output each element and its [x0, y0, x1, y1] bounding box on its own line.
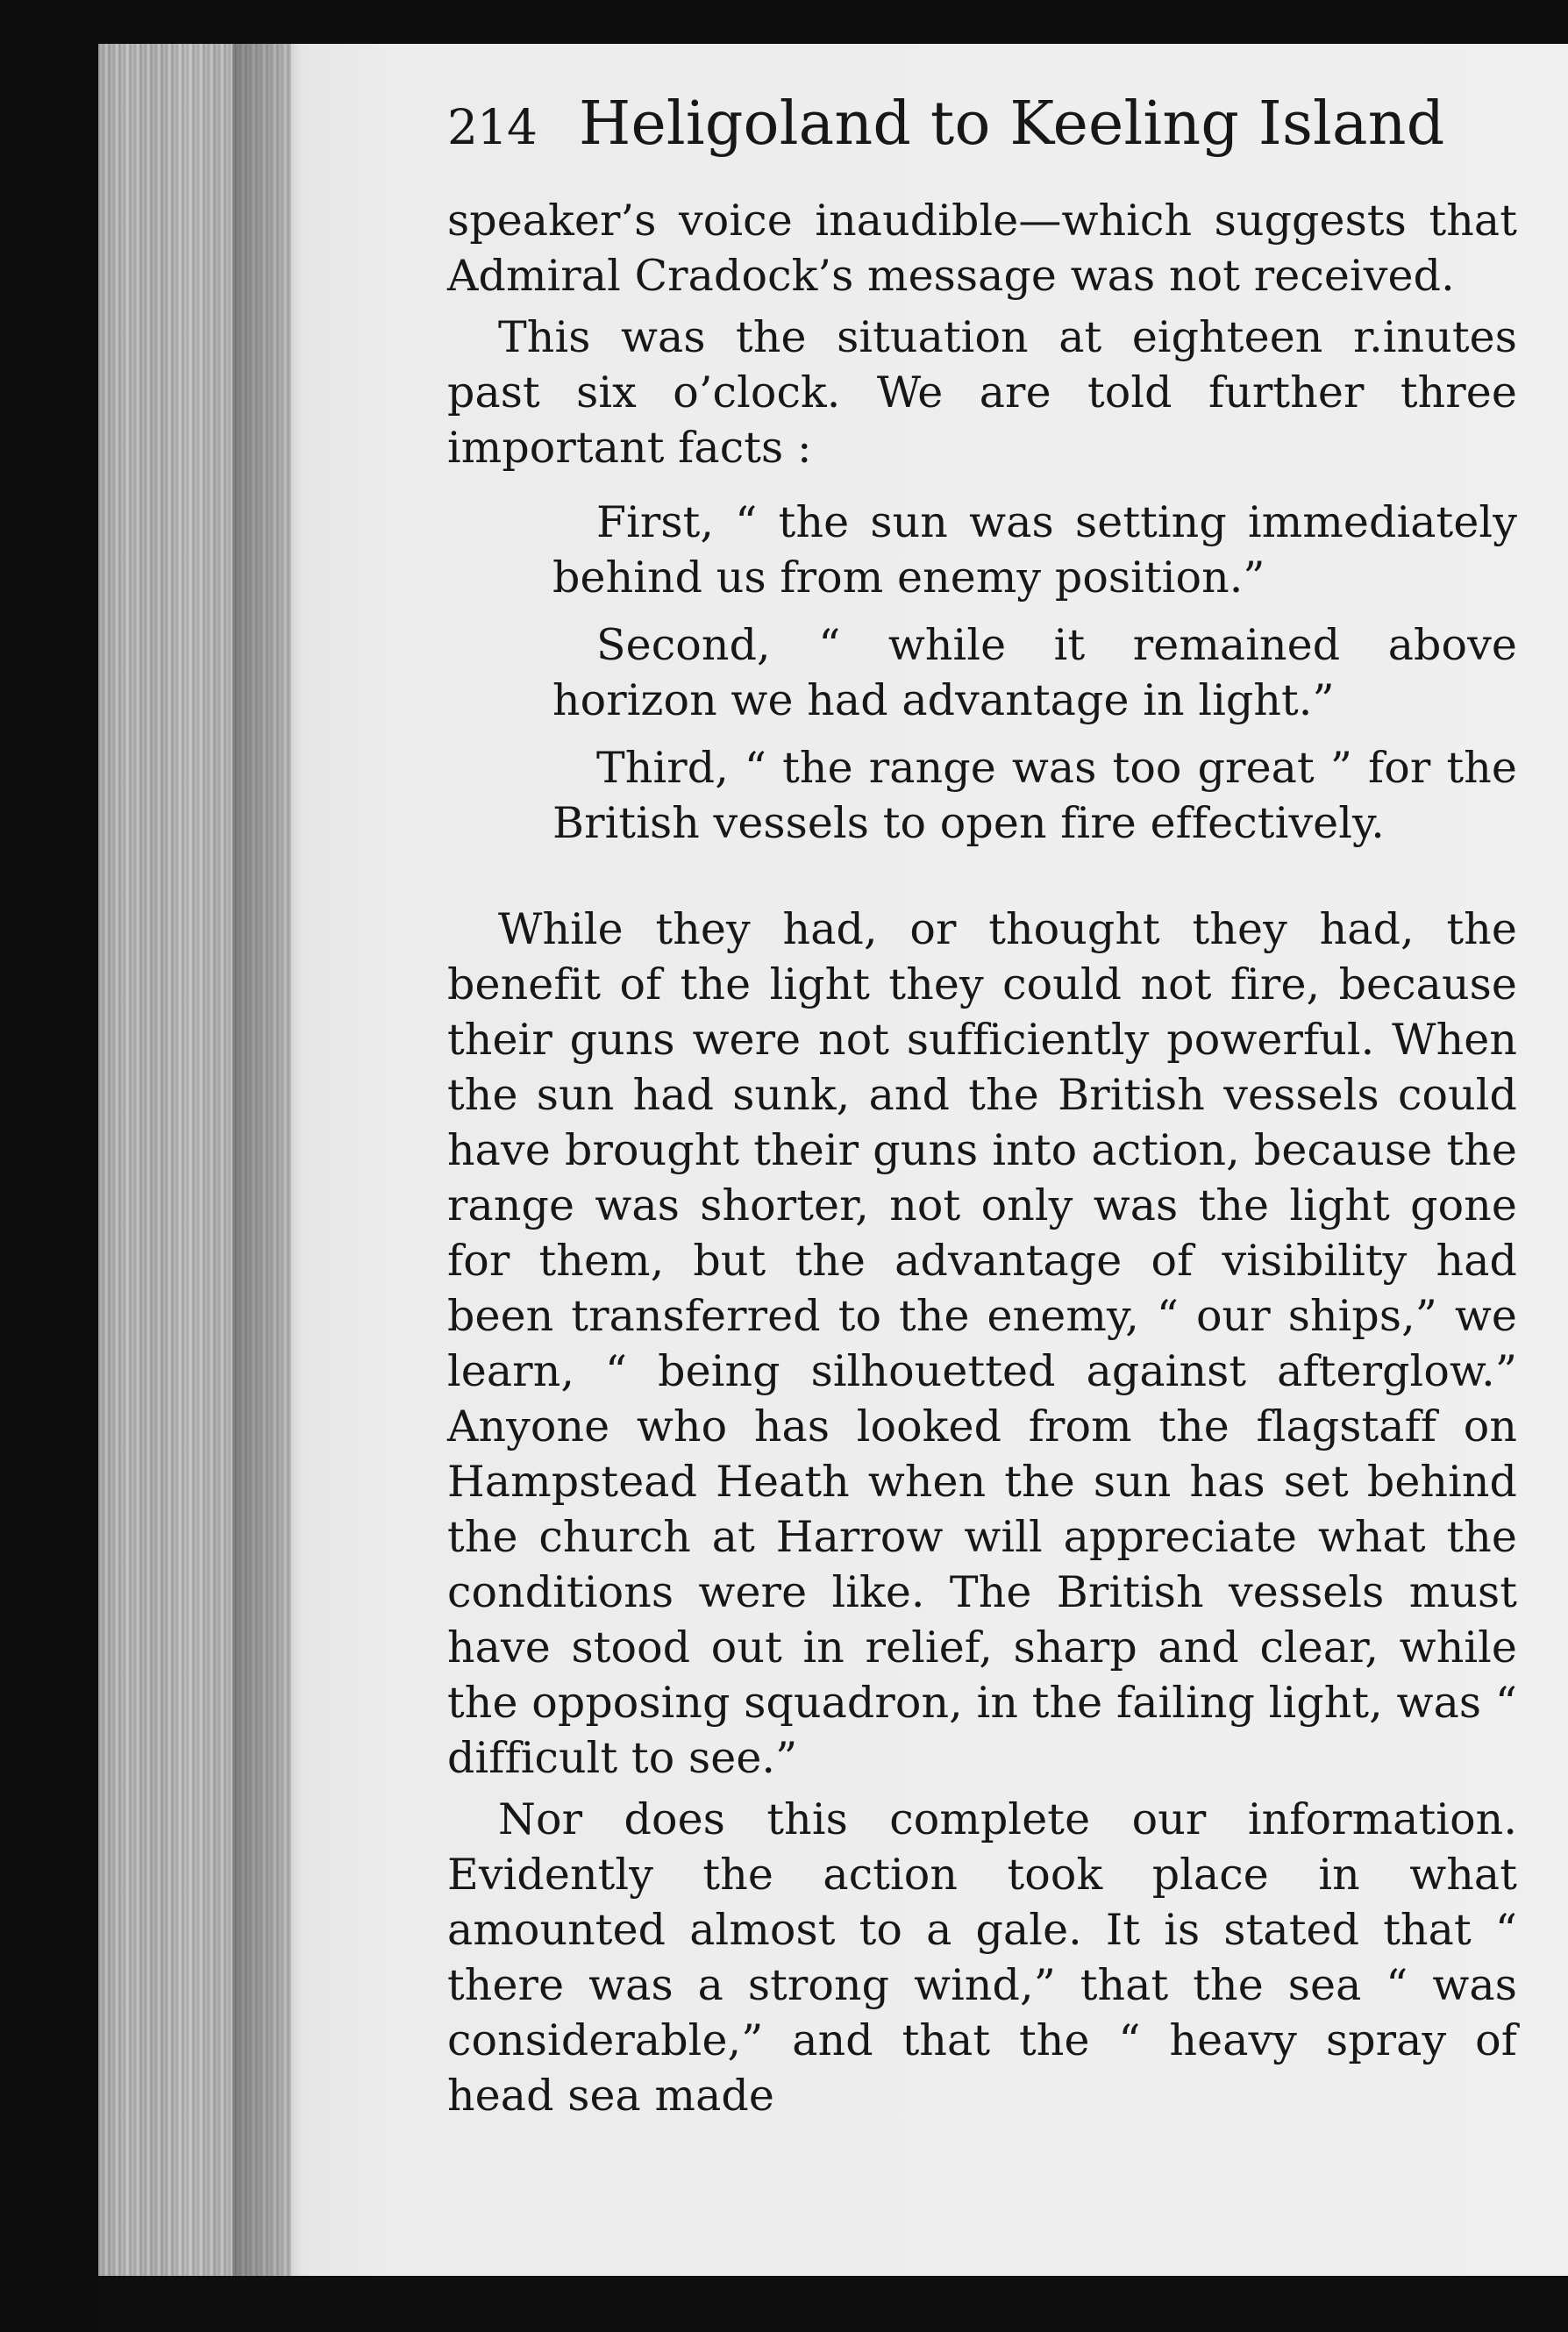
quote-second: Second, “ while it remained above horizon we had advantage in light.” [552, 620, 1517, 725]
running-head: Heligoland to Keeling Island [578, 89, 1445, 159]
paragraph-weather: Nor does this complete our information. Evidently the action took place in what amounted almost to a gale. It is stated that “ there was a strong wind,” that the sea “ was considerable,” and that the “ heavy spray of head sea made [447, 1794, 1517, 2121]
page-header [447, 89, 1517, 193]
paragraph-light-analysis: While they had, or thought they had, the benefit of the light they could not fire, because their guns were not sufficiently powerful. When the sun had sunk, and the British vessels could have brought their guns into action, because the range was shorter, not only was the light gone for them, but the advantage of visibility had been transferred to the enemy, “ our ships,” we learn, “ being silhouetted against afterglow.” Anyone who has looked from the flagstaff on Hampstead Heath when the sun has set behind the church at Harrow will appreciate what the conditions were like. The British vessels must have stood out in relief, sharp and clear, while the opposing squadron, in the failing light, was “ difficult to see.” [447, 904, 1517, 1783]
quote-first: First, “ the sun was setting immediately behind us from enemy position.” [552, 497, 1517, 603]
paragraph-facts-intro: This was the situation at eighteen r.inutes past six o’clock. We are told further three important facts : [447, 312, 1517, 473]
page-bottom-shadow [98, 2276, 1568, 2332]
page-curve-shadow [232, 44, 303, 2276]
page-number: 214 [447, 99, 537, 155]
page-text [447, 89, 1517, 2123]
quoted-facts [447, 495, 1517, 851]
quote-third: Third, “ the range was too great ” for the British vessels to open fire effectively. [552, 743, 1517, 848]
paragraph-continued: speaker’s voice inaudible—which suggests that Admiral Cradock’s message was not received. [447, 196, 1517, 301]
